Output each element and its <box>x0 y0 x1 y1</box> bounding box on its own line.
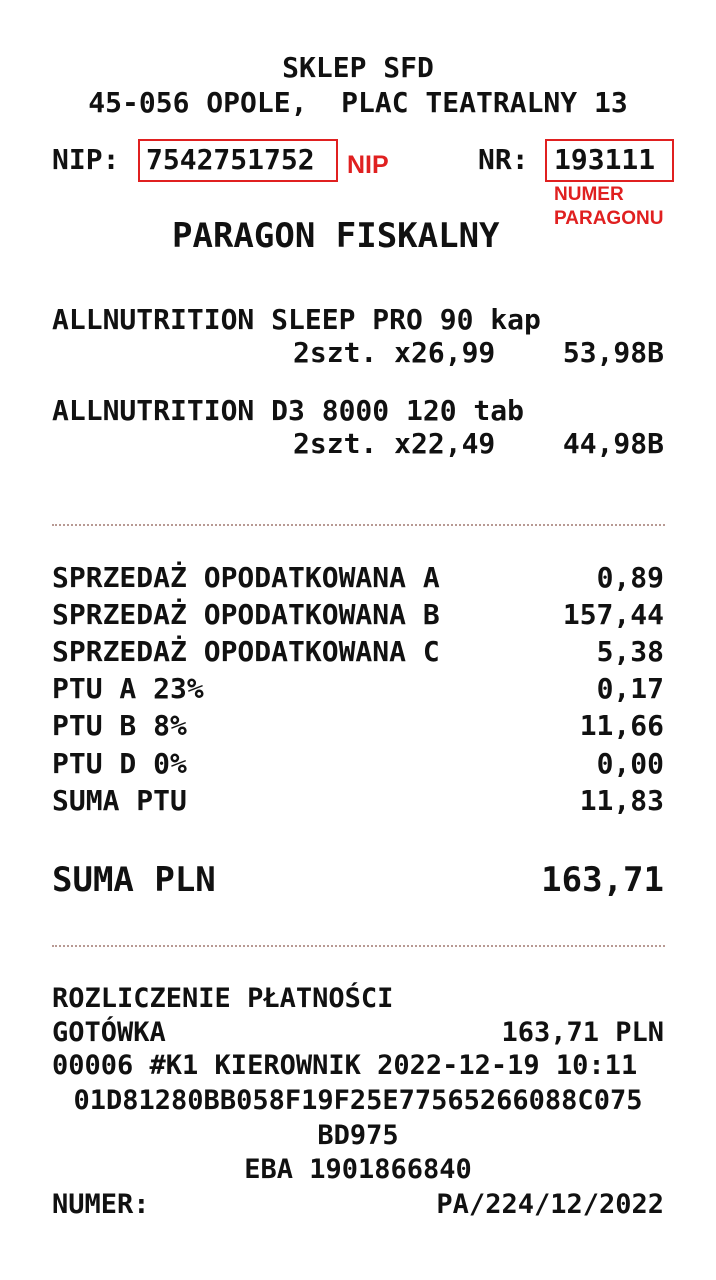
nip-value: 7542751752 <box>146 143 315 176</box>
payment-heading: ROZLICZENIE PŁATNOŚCI <box>52 983 394 1014</box>
nip-label: NIP: <box>52 143 120 176</box>
payment-method: GOTÓWKA <box>52 1017 166 1048</box>
fiscal-hash-line: BD975 <box>317 1120 399 1151</box>
total-label: SUMA PLN <box>52 860 216 900</box>
device-number: EBA 1901866840 <box>244 1154 472 1185</box>
separator <box>52 524 665 526</box>
tax-line-value: 157,44 <box>562 598 664 631</box>
payment-amount: 163,71 PLN <box>501 1017 664 1048</box>
tax-line-value: 0,00 <box>596 747 664 780</box>
receipt-number-annotation-line2: PARAGONU <box>554 208 664 229</box>
tax-line-value: 5,38 <box>596 635 664 668</box>
item-qty-price: 2szt. x22,49 <box>293 427 496 460</box>
tax-line-label: SPRZEDAŻ OPODATKOWANA C <box>52 635 440 668</box>
document-number-value: PA/224/12/2022 <box>436 1189 664 1220</box>
total-value: 163,71 <box>541 860 664 900</box>
tax-line-label: SPRZEDAŻ OPODATKOWANA B <box>52 598 440 631</box>
tax-line-label: PTU D 0% <box>52 747 187 780</box>
item-total: 44,98B <box>562 427 664 460</box>
tax-line-value: 11,66 <box>579 709 664 742</box>
item-total: 53,98B <box>562 336 664 369</box>
nip-annotation: NIP <box>347 151 389 179</box>
tax-line-value: 0,17 <box>596 672 664 705</box>
tax-line-label: PTU A 23% <box>52 672 204 705</box>
item-qty-price: 2szt. x26,99 <box>293 336 496 369</box>
receipt-title: PARAGON FISKALNY <box>172 216 500 256</box>
tax-line-value: 11,83 <box>579 784 664 817</box>
item-name: ALLNUTRITION D3 8000 120 tab <box>52 394 525 427</box>
document-number-label: NUMER: <box>52 1189 150 1220</box>
tax-line-label: PTU B 8% <box>52 709 187 742</box>
shop-name: SKLEP SFD <box>282 51 434 84</box>
separator <box>52 945 665 947</box>
tax-line-label: SPRZEDAŻ OPODATKOWANA A <box>52 561 440 594</box>
fiscal-hash-line: 01D81280BB058F19F25E77565266088C075 <box>73 1085 643 1116</box>
shop-address: 45-056 OPOLE, PLAC TEATRALNY 13 <box>88 86 628 119</box>
tax-line-label: SUMA PTU <box>52 784 187 817</box>
receipt-number-label: NR: <box>478 143 529 176</box>
receipt-number-value: 193111 <box>554 143 656 176</box>
receipt-number-annotation-line1: NUMER <box>554 184 624 205</box>
cashier-line: 00006 #K1 KIEROWNIK 2022-12-19 10:11 <box>52 1050 638 1081</box>
item-name: ALLNUTRITION SLEEP PRO 90 kap <box>52 303 541 336</box>
tax-line-value: 0,89 <box>596 561 664 594</box>
